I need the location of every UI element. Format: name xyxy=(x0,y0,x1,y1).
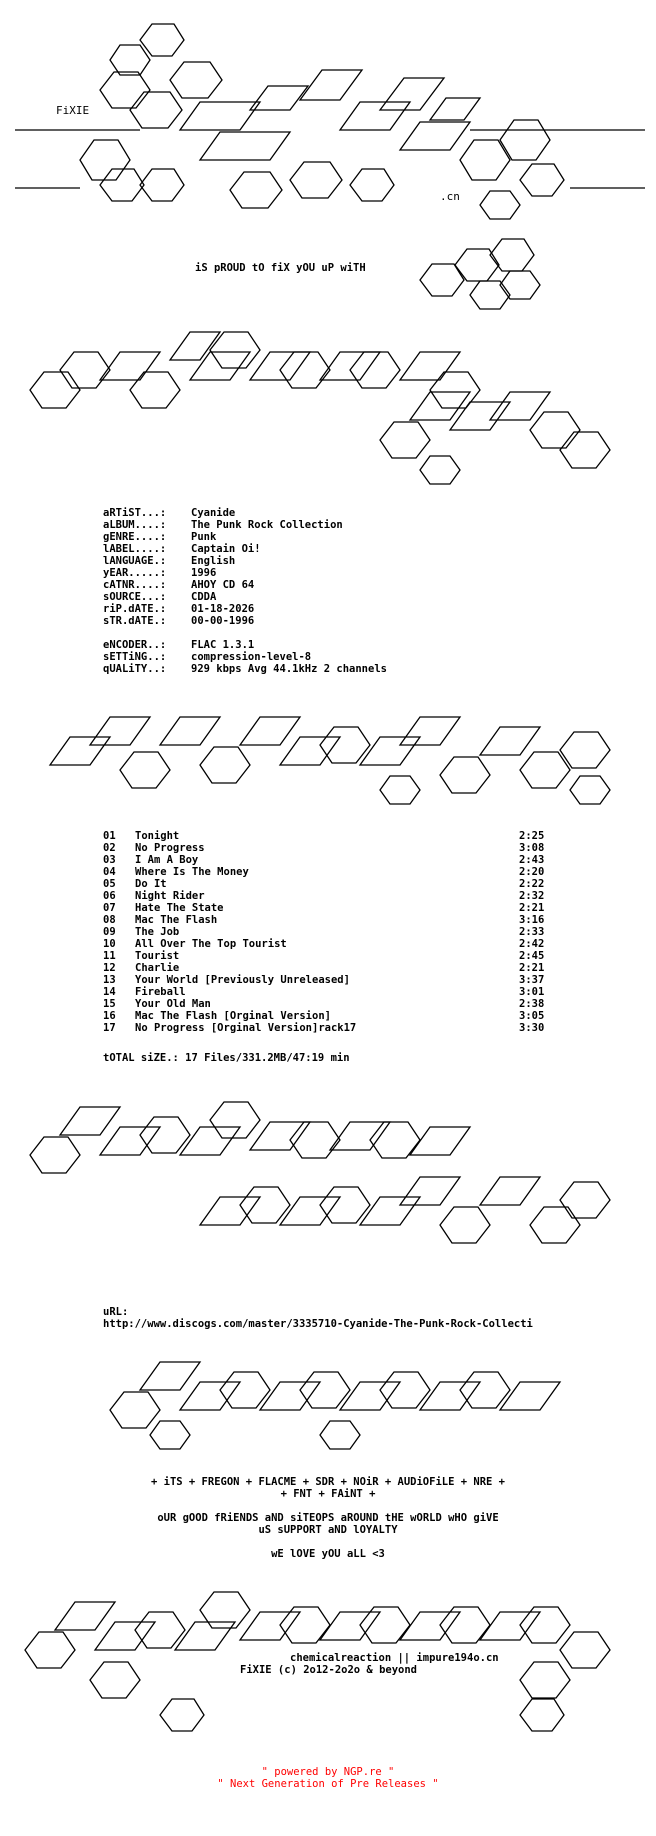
header-tag: FiXIE xyxy=(56,104,90,117)
url-label: uRL: xyxy=(103,1306,129,1318)
info-value: Captain Oi! xyxy=(191,543,261,555)
info-row xyxy=(103,591,387,603)
info-row xyxy=(103,627,387,639)
ascii-art-header-logo xyxy=(0,10,656,220)
love-line: wE lOVE yOU aLL <3 xyxy=(271,1548,385,1560)
track-number: 14 xyxy=(103,986,116,998)
total-size: tOTAL siZE.: 17 Files/331.2MB/47:19 min xyxy=(103,1052,350,1064)
track-row xyxy=(103,890,623,902)
track-duration: 3:01 xyxy=(519,986,545,998)
info-key: lABEL....: xyxy=(103,543,167,555)
info-value: compression-level-8 xyxy=(191,651,312,663)
info-key: cATNR....: xyxy=(103,579,167,591)
track-duration: 2:42 xyxy=(519,938,545,950)
track-duration: 2:22 xyxy=(519,878,545,890)
groups-line-2: + FNT + FAiNT + xyxy=(280,1488,376,1500)
info-key: sOURCE...: xyxy=(103,591,167,603)
info-row xyxy=(103,603,387,615)
track-row xyxy=(103,842,623,854)
track-duration: 2:33 xyxy=(519,926,545,938)
ascii-art-greetz-title xyxy=(0,1340,656,1460)
track-row xyxy=(103,866,623,878)
ascii-art-album-title xyxy=(0,310,656,490)
info-key: eNCODER..: xyxy=(103,639,167,651)
info-value: The Punk Rock Collection xyxy=(191,519,343,531)
info-key: lANGUAGE.: xyxy=(103,555,167,567)
track-number: 01 xyxy=(103,830,116,842)
track-number: 16 xyxy=(103,1010,116,1022)
track-number: 06 xyxy=(103,890,116,902)
track-row xyxy=(103,1022,623,1034)
track-title: No Progress [Orginal Version]rack17 xyxy=(135,1022,357,1034)
thanks-line-2: uS sUPPORT aND lOYALTY xyxy=(258,1524,398,1536)
track-number: 07 xyxy=(103,902,116,914)
groups-line-1: + iTS + FREGON + FLACME + SDR + NOiR + AUDiOFiLE + NRE + xyxy=(150,1476,505,1488)
track-row xyxy=(103,902,623,914)
track-number: 02 xyxy=(103,842,116,854)
info-row xyxy=(103,543,387,555)
ascii-art-tracklist-title xyxy=(0,695,656,820)
track-row xyxy=(103,962,623,974)
track-number: 05 xyxy=(103,878,116,890)
info-value: FLAC 1.3.1 xyxy=(191,639,255,651)
track-title: All Over The Top Tourist xyxy=(135,938,287,950)
ascii-art-slogan-ornament xyxy=(0,225,656,310)
info-row xyxy=(103,507,387,519)
info-row xyxy=(103,615,387,627)
track-title: I Am A Boy xyxy=(135,854,199,866)
track-number: 03 xyxy=(103,854,116,866)
track-number: 04 xyxy=(103,866,116,878)
info-key: gENRE....: xyxy=(103,531,167,543)
track-duration: 3:05 xyxy=(519,1010,545,1022)
info-key: aLBUM....: xyxy=(103,519,167,531)
track-number: 17 xyxy=(103,1022,116,1034)
track-row xyxy=(103,854,623,866)
info-key: riP.dATE.: xyxy=(103,603,167,615)
info-value: Cyanide xyxy=(191,507,236,519)
track-duration: 2:45 xyxy=(519,950,545,962)
track-duration: 3:30 xyxy=(519,1022,545,1034)
release-info xyxy=(103,507,387,675)
header-domain: .cn xyxy=(440,190,460,203)
info-row xyxy=(103,639,387,651)
track-row xyxy=(103,986,623,998)
track-number: 10 xyxy=(103,938,116,950)
info-value: 929 kbps Avg 44.1kHz 2 channels xyxy=(191,663,387,675)
track-duration: 3:08 xyxy=(519,842,545,854)
info-value: English xyxy=(191,555,236,567)
info-value: AHOY CD 64 xyxy=(191,579,255,591)
info-row xyxy=(103,519,387,531)
info-row xyxy=(103,663,387,675)
footer-line-1: chemicalreaction || impure194o.cn xyxy=(290,1652,499,1664)
info-row xyxy=(103,651,387,663)
info-value: 1996 xyxy=(191,567,217,579)
track-title: Your World [Previously Unreleased] xyxy=(135,974,350,986)
info-value: 01-18-2026 xyxy=(191,603,255,615)
info-key: aRTiST...: xyxy=(103,507,167,519)
track-title: Your Old Man xyxy=(135,998,211,1010)
track-duration: 3:16 xyxy=(519,914,545,926)
footer-line-2: FiXIE (c) 2o12-2o2o & beyond xyxy=(240,1664,418,1676)
track-row xyxy=(103,998,623,1010)
info-row xyxy=(103,531,387,543)
track-title: Mac The Flash xyxy=(135,914,218,926)
track-title: Night Rider xyxy=(135,890,205,902)
discogs-link[interactable]: http://www.discogs.com/master/3335710-Cyanide-The-Punk-Rock-Collecti xyxy=(103,1318,533,1330)
track-row xyxy=(103,914,623,926)
track-title: Do It xyxy=(135,878,167,890)
track-duration: 2:20 xyxy=(519,866,545,878)
track-number: 12 xyxy=(103,962,116,974)
info-row xyxy=(103,579,387,591)
track-duration: 2:25 xyxy=(519,830,545,842)
track-row xyxy=(103,1010,623,1022)
track-duration: 2:21 xyxy=(519,902,545,914)
thanks-line-1: oUR gOOD fRiENDS aND siTEOPS aROUND tHE wORLD wHO giVE xyxy=(157,1512,499,1524)
track-row xyxy=(103,974,623,986)
track-row xyxy=(103,938,623,950)
info-value: Punk xyxy=(191,531,217,543)
track-title: Tourist xyxy=(135,950,180,962)
track-title: Where Is The Money xyxy=(135,866,249,878)
info-key: sTR.dATE.: xyxy=(103,615,167,627)
track-title: Tonight xyxy=(135,830,180,842)
track-number: 11 xyxy=(103,950,116,962)
track-number: 15 xyxy=(103,998,116,1010)
track-row xyxy=(103,830,623,842)
slogan-text: iS pROUD tO fiX yOU uP wiTH xyxy=(195,262,366,274)
track-row xyxy=(103,950,623,962)
track-duration: 2:43 xyxy=(519,854,545,866)
track-duration: 2:38 xyxy=(519,998,545,1010)
track-row xyxy=(103,878,623,890)
track-title: The Job xyxy=(135,926,180,938)
info-row xyxy=(103,555,387,567)
track-title: No Progress xyxy=(135,842,205,854)
ascii-art-links-title xyxy=(0,1080,656,1285)
tracklist xyxy=(103,830,623,1034)
track-title: Hate The State xyxy=(135,902,224,914)
track-number: 08 xyxy=(103,914,116,926)
info-key: yEAR.....: xyxy=(103,567,167,579)
track-duration: 2:32 xyxy=(519,890,545,902)
track-number: 09 xyxy=(103,926,116,938)
track-number: 13 xyxy=(103,974,116,986)
info-key: qUALiTY..: xyxy=(103,663,167,675)
info-value: CDDA xyxy=(191,591,217,603)
info-key: sETTiNG..: xyxy=(103,651,167,663)
track-duration: 2:21 xyxy=(519,962,545,974)
info-row xyxy=(103,567,387,579)
track-row xyxy=(103,926,623,938)
powered-by: " powered by NGP.re " xyxy=(261,1766,395,1778)
info-value: 00-00-1996 xyxy=(191,615,255,627)
track-title: Charlie xyxy=(135,962,180,974)
track-duration: 3:37 xyxy=(519,974,545,986)
powered-tagline: " Next Generation of Pre Releases " xyxy=(217,1778,439,1790)
track-title: Mac The Flash [Orginal Version] xyxy=(135,1010,331,1022)
track-title: Fireball xyxy=(135,986,186,998)
